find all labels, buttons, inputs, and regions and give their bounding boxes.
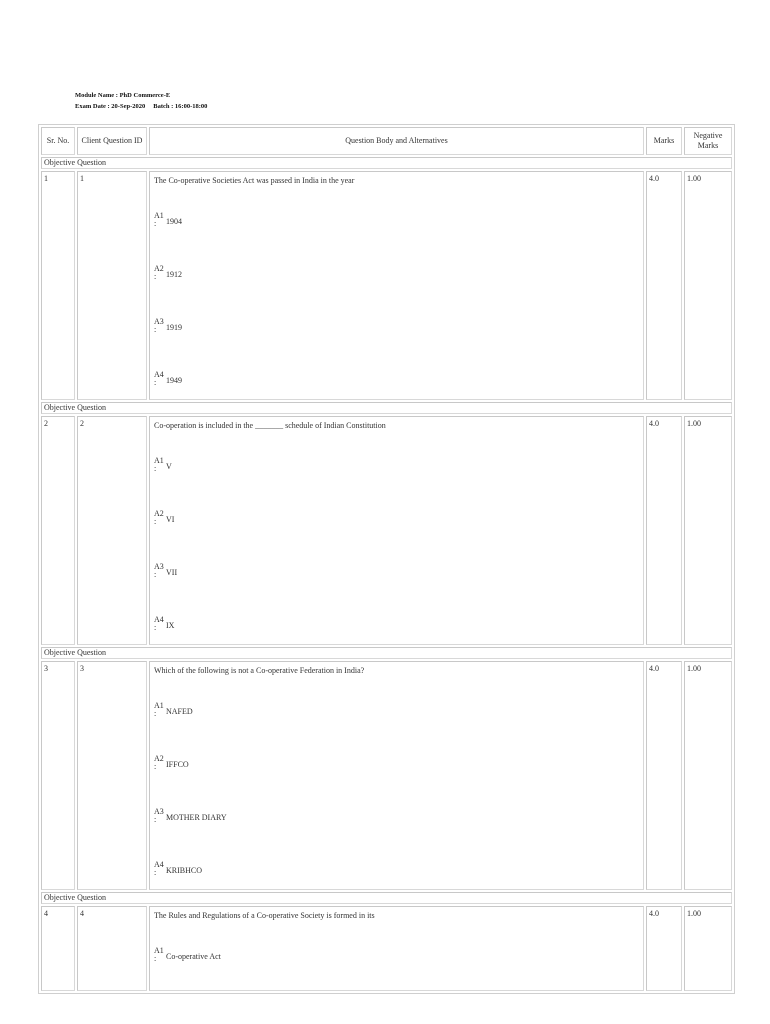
alt-label: A2 bbox=[154, 509, 164, 518]
marks: 4.0 bbox=[646, 906, 682, 991]
module-info bbox=[75, 90, 207, 112]
question-body bbox=[149, 416, 644, 645]
alt-text: VI bbox=[166, 515, 175, 524]
sr-no: 1 bbox=[41, 171, 75, 400]
alternative-1 bbox=[154, 212, 641, 227]
alt-colon: : bbox=[154, 815, 157, 824]
alternative-1 bbox=[154, 457, 641, 472]
alt-label: A1 bbox=[154, 211, 164, 220]
section-label: Objective Question bbox=[41, 647, 732, 659]
alt-text: IFFCO bbox=[166, 760, 189, 769]
question-text: Co-operation is included in the _______ schedule of Indian Constitution bbox=[154, 421, 386, 430]
section-label: Objective Question bbox=[41, 402, 732, 414]
alt-label: A4 bbox=[154, 370, 164, 379]
section-label: Objective Question bbox=[41, 157, 732, 169]
alt-label: A3 bbox=[154, 317, 164, 326]
module-name: Module Name : PhD Commerce-E bbox=[75, 92, 171, 99]
sr-no: 4 bbox=[41, 906, 75, 991]
header-question-body: Question Body and Alternatives bbox=[149, 127, 644, 155]
alternative-2 bbox=[154, 265, 641, 280]
client-question-id: 2 bbox=[77, 416, 147, 645]
negative-marks: 1.00 bbox=[684, 906, 732, 991]
table-header-row bbox=[41, 127, 732, 155]
alt-text: Co-operative Act bbox=[166, 952, 221, 961]
alternative-1 bbox=[154, 702, 641, 717]
alternative-2 bbox=[154, 510, 641, 525]
alt-colon: : bbox=[154, 868, 157, 877]
alt-colon: : bbox=[154, 762, 157, 771]
alternative-4 bbox=[154, 616, 641, 631]
section-row bbox=[41, 402, 732, 414]
header-marks: Marks bbox=[646, 127, 682, 155]
alt-colon: : bbox=[154, 272, 157, 281]
negative-marks: 1.00 bbox=[684, 171, 732, 400]
alt-label: A2 bbox=[154, 264, 164, 273]
alt-label: A3 bbox=[154, 562, 164, 571]
question-row bbox=[41, 416, 732, 645]
alternative-4 bbox=[154, 371, 641, 386]
alt-label: A3 bbox=[154, 807, 164, 816]
section-row bbox=[41, 647, 732, 659]
alt-text: V bbox=[166, 462, 172, 471]
alt-colon: : bbox=[154, 570, 157, 579]
question-paper-table bbox=[38, 124, 735, 994]
exam-date: Exam Date : 20-Sep-2020 bbox=[75, 103, 146, 110]
client-question-id: 3 bbox=[77, 661, 147, 890]
alt-text: MOTHER DIARY bbox=[166, 813, 227, 822]
alternative-3 bbox=[154, 808, 641, 823]
question-row bbox=[41, 661, 732, 890]
section-label: Objective Question bbox=[41, 892, 732, 904]
alt-text: 1919 bbox=[166, 323, 182, 332]
marks: 4.0 bbox=[646, 416, 682, 645]
header-negative-marks: Negative Marks bbox=[684, 127, 732, 155]
negative-marks: 1.00 bbox=[684, 661, 732, 890]
alt-text: IX bbox=[166, 621, 175, 630]
sr-no: 2 bbox=[41, 416, 75, 645]
alternative-2 bbox=[154, 755, 641, 770]
question-text: Which of the following is not a Co-operative Federation in India? bbox=[154, 666, 365, 675]
batch-time: Batch : 16:00-18:00 bbox=[153, 103, 208, 110]
exam-info bbox=[75, 101, 207, 112]
alt-text: KRIBHCO bbox=[166, 866, 203, 875]
alt-label: A4 bbox=[154, 860, 164, 869]
alt-colon: : bbox=[154, 378, 157, 387]
alternative-1 bbox=[154, 947, 641, 962]
question-text: The Rules and Regulations of a Co-operative Society is formed in its bbox=[154, 911, 375, 920]
alt-text: 1949 bbox=[166, 376, 182, 385]
question-body bbox=[149, 906, 644, 991]
sr-no: 3 bbox=[41, 661, 75, 890]
alt-colon: : bbox=[154, 954, 157, 963]
marks: 4.0 bbox=[646, 171, 682, 400]
question-body bbox=[149, 661, 644, 890]
alt-label: A1 bbox=[154, 701, 164, 710]
alternative-3 bbox=[154, 563, 641, 578]
question-row bbox=[41, 906, 732, 991]
alt-colon: : bbox=[154, 709, 157, 718]
alt-colon: : bbox=[154, 464, 157, 473]
alt-text: 1912 bbox=[166, 270, 182, 279]
alternative-4 bbox=[154, 861, 641, 876]
header-sr-no: Sr. No. bbox=[41, 127, 75, 155]
question-row bbox=[41, 171, 732, 400]
section-row bbox=[41, 892, 732, 904]
alt-colon: : bbox=[154, 325, 157, 334]
alt-label: A1 bbox=[154, 456, 164, 465]
alt-colon: : bbox=[154, 623, 157, 632]
question-body bbox=[149, 171, 644, 400]
marks: 4.0 bbox=[646, 661, 682, 890]
alt-label: A1 bbox=[154, 946, 164, 955]
client-question-id: 4 bbox=[77, 906, 147, 991]
client-question-id: 1 bbox=[77, 171, 147, 400]
section-row bbox=[41, 157, 732, 169]
question-text: The Co-operative Societies Act was passed in India in the year bbox=[154, 176, 355, 185]
negative-marks: 1.00 bbox=[684, 416, 732, 645]
alt-label: A2 bbox=[154, 754, 164, 763]
alt-label: A4 bbox=[154, 615, 164, 624]
alt-colon: : bbox=[154, 219, 157, 228]
alt-colon: : bbox=[154, 517, 157, 526]
alternative-3 bbox=[154, 318, 641, 333]
header-client-question-id: Client Question ID bbox=[77, 127, 147, 155]
alt-text: VII bbox=[166, 568, 178, 577]
alt-text: NAFED bbox=[166, 707, 193, 716]
alt-text: 1904 bbox=[166, 217, 182, 226]
